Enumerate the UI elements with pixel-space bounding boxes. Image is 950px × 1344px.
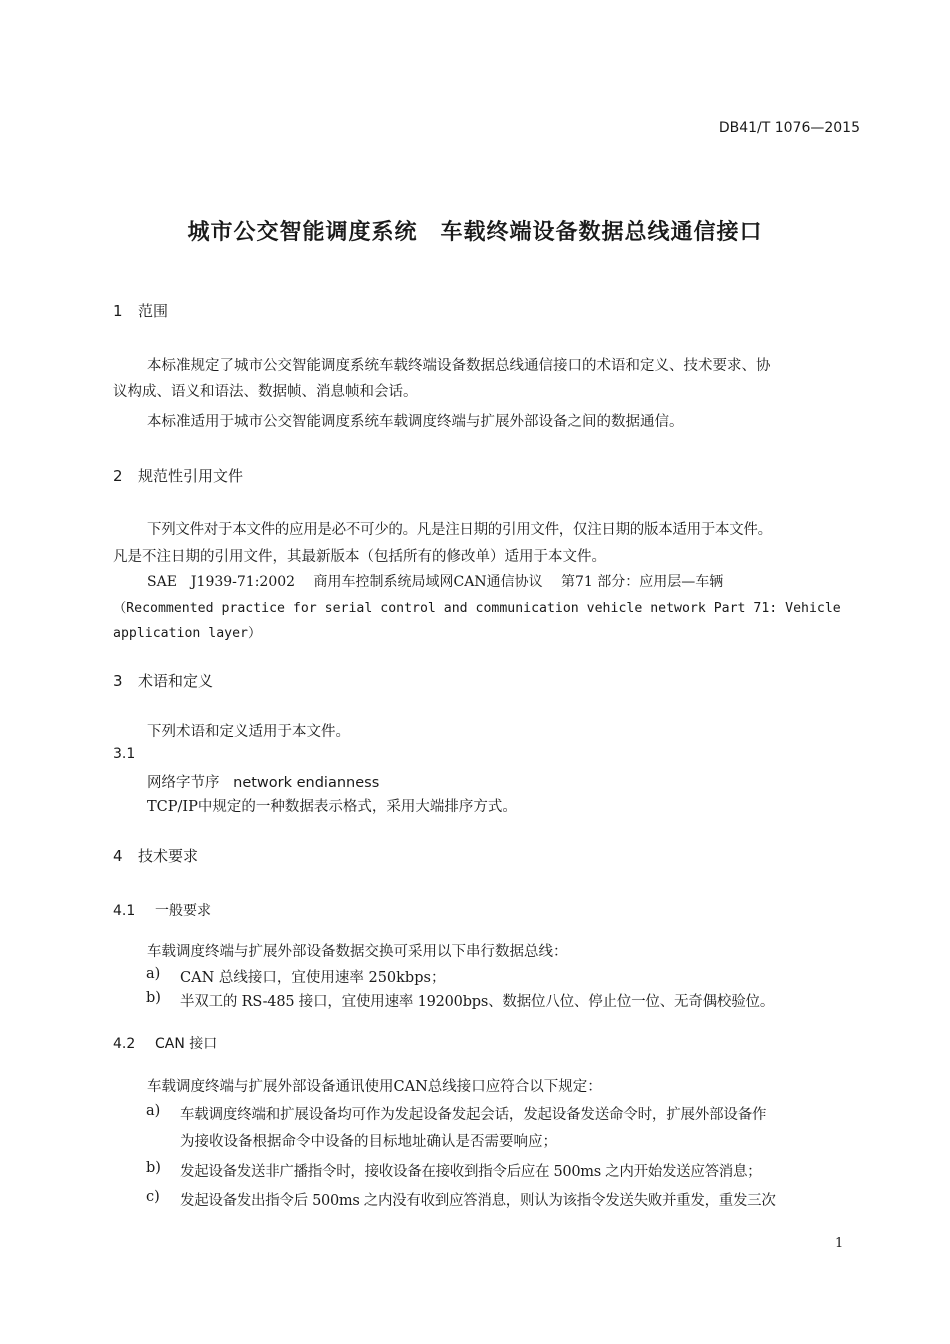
list-item: 半双工的 RS-485 接口，宜使用速率 19200bps、数据位八位、停止位一位、无奇偶校验位。 bbox=[180, 994, 775, 1010]
subsection-title: CAN 接口 bbox=[155, 1036, 218, 1052]
paragraph: 下列术语和定义适用于本文件。 bbox=[147, 724, 350, 740]
paragraph-line: 议构成、语义和语法、数据帧、消息帧和会话。 bbox=[113, 384, 418, 400]
list-item-continuation: 为接收设备根据命令中设备的目标地址确认是否需要响应； bbox=[180, 1134, 557, 1150]
section-number: 3 bbox=[113, 672, 123, 690]
subsection-title: 一般要求 bbox=[155, 903, 211, 919]
paragraph: 本标准适用于城市公交智能调度系统车载调度终端与扩展外部设备之间的数据通信。 bbox=[147, 414, 684, 430]
subsection-4-1-heading bbox=[113, 900, 211, 920]
section-2-heading bbox=[113, 465, 243, 486]
subsection-number: 4.2 bbox=[113, 1036, 136, 1052]
section-number: 2 bbox=[113, 467, 123, 485]
section-title: 范围 bbox=[138, 302, 169, 320]
paragraph-line: 本标准规定了城市公交智能调度系统车载终端设备数据总线通信接口的术语和定义、技术要求、协 bbox=[147, 358, 771, 374]
document-code: DB41/T 1076—2015 bbox=[718, 120, 860, 136]
section-4-heading bbox=[113, 845, 198, 866]
term-entry bbox=[147, 771, 379, 792]
list-marker: b) bbox=[146, 990, 161, 1006]
paragraph: 车载调度终端与扩展外部设备通讯使用CAN总线接口应符合以下规定： bbox=[147, 1079, 602, 1095]
section-3-heading bbox=[113, 670, 213, 691]
term-chinese: 网络字节序 bbox=[147, 775, 220, 791]
list-marker: b) bbox=[146, 1160, 161, 1176]
section-1-heading bbox=[113, 300, 168, 321]
paragraph-line: 凡是不注日期的引用文件，其最新版本（包括所有的修改单）适用于本文件。 bbox=[113, 549, 606, 565]
reference-line: （Recommented practice for serial control and communication vehicle network Part 71: Vehicle bbox=[113, 601, 841, 616]
section-number: 4 bbox=[113, 847, 123, 865]
reference-line: application layer） bbox=[113, 626, 262, 641]
section-title: 术语和定义 bbox=[138, 672, 214, 690]
section-title: 技术要求 bbox=[138, 847, 199, 865]
paragraph-line: 下列文件对于本文件的应用是必不可少的。凡是注日期的引用文件，仅注日期的版本适用于本文件。 bbox=[147, 522, 772, 538]
list-item: 发起设备发出指令后 500ms 之内没有收到应答消息，则认为该指令发送失败并重发，重发三次 bbox=[180, 1193, 776, 1209]
subsection-4-2-heading bbox=[113, 1033, 217, 1053]
list-item: CAN 总线接口，宜使用速率 250kbps； bbox=[180, 970, 446, 986]
list-item: 发起设备发送非广播指令时，接收设备在接收到指令后应在 500ms 之内开始发送应答消息； bbox=[180, 1164, 762, 1180]
term-english: network endianness bbox=[233, 775, 380, 791]
term-definition: TCP/IP中规定的一种数据表示格式，采用大端排序方式。 bbox=[147, 799, 517, 815]
subsection-number: 3.1 bbox=[113, 746, 136, 762]
document-title: 城市公交智能调度系统 车载终端设备数据总线通信接口 bbox=[187, 220, 763, 245]
reference-line: SAE J1939-71:2002 商用车控制系统局域网CAN通信协议 第71 部分：应用层—车辆 bbox=[147, 574, 724, 590]
paragraph: 车载调度终端与扩展外部设备数据交换可采用以下串行数据总线： bbox=[147, 944, 568, 960]
list-item: 车载调度终端和扩展设备均可作为发起设备发起会话，发起设备发送命令时，扩展外部设备作 bbox=[180, 1107, 767, 1123]
subsection-number: 4.1 bbox=[113, 903, 136, 919]
list-marker: a) bbox=[146, 966, 161, 982]
page-number: 1 bbox=[835, 1236, 844, 1251]
list-marker: c) bbox=[146, 1189, 160, 1205]
section-number: 1 bbox=[113, 302, 123, 320]
section-title: 规范性引用文件 bbox=[138, 467, 244, 485]
list-marker: a) bbox=[146, 1103, 161, 1119]
